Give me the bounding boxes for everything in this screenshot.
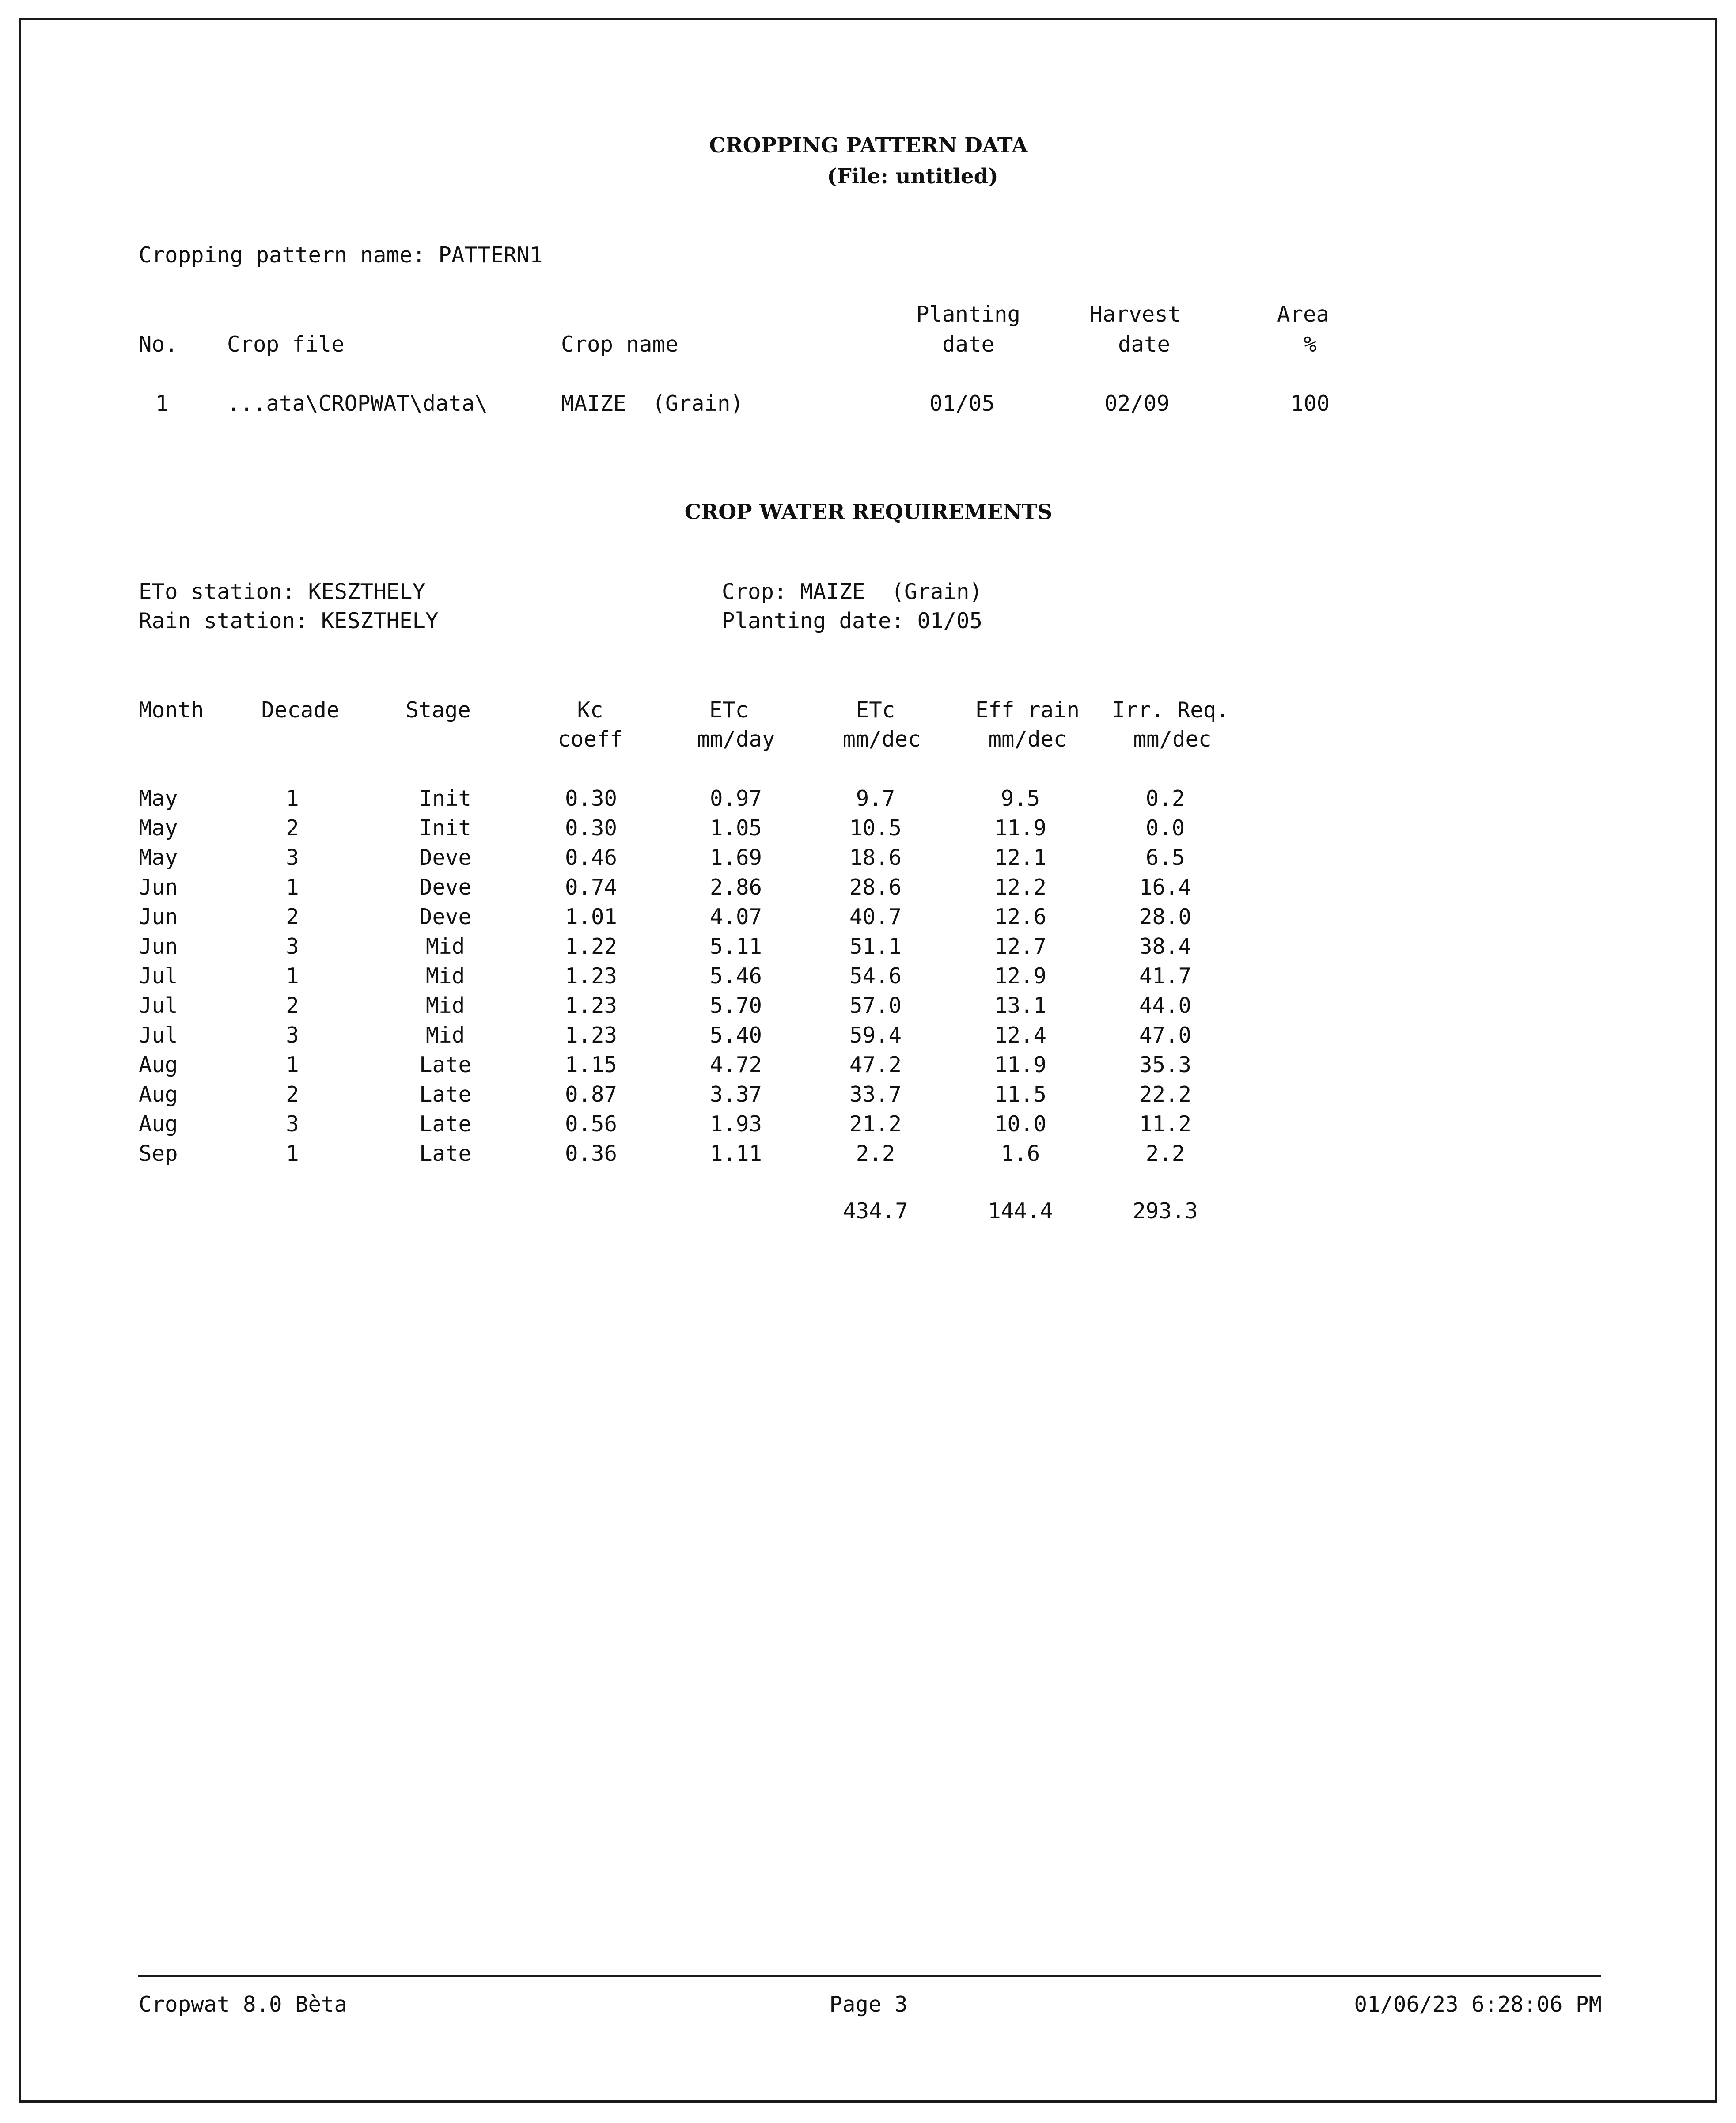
cell-etc-dec: 2.2 — [856, 1141, 895, 1166]
header-area: Area — [1277, 302, 1330, 327]
header-area-pct: % — [1304, 332, 1317, 357]
cell-eff-rain: 12.1 — [994, 845, 1047, 870]
total-eff-rain: 144.4 — [988, 1198, 1053, 1224]
cell-month: Aug — [139, 1111, 178, 1137]
cell-stage: Mid — [425, 1023, 465, 1048]
pattern-row-planting: 01/05 — [929, 391, 995, 416]
cell-eff-rain: 12.2 — [994, 875, 1047, 900]
cell-etc-day: 3.37 — [709, 1082, 762, 1107]
cell-stage: Deve — [419, 904, 472, 929]
header-no: No. — [139, 332, 178, 357]
cell-stage: Init — [419, 815, 472, 841]
cell-eff-rain: 1.6 — [1001, 1141, 1040, 1166]
cell-irr-req: 0.2 — [1145, 786, 1185, 811]
cell-month: Jul — [139, 963, 178, 989]
cell-stage: Deve — [419, 845, 472, 870]
cell-etc-day: 5.46 — [709, 963, 762, 989]
report-title: CROPPING PATTERN DATA — [709, 133, 1028, 158]
file-label: (File: untitled) — [827, 164, 998, 189]
cell-irr-req: 44.0 — [1139, 993, 1192, 1018]
cell-decade: 1 — [286, 1052, 299, 1077]
header-planting: Planting — [916, 302, 1021, 327]
header-harvest: Harvest — [1089, 302, 1181, 327]
cell-eff-rain: 11.9 — [994, 1052, 1047, 1077]
cell-eff-rain: 12.7 — [994, 934, 1047, 959]
header-kc: Kc — [577, 698, 603, 723]
header-etc-dec: ETc — [856, 698, 895, 723]
pattern-name: Cropping pattern name: PATTERN1 — [139, 243, 543, 268]
cell-month: Jun — [139, 875, 178, 900]
cell-etc-day: 1.11 — [709, 1141, 762, 1166]
total-irr-req: 293.3 — [1133, 1198, 1198, 1224]
crop-info: Crop: MAIZE (Grain) — [722, 579, 983, 604]
cell-etc-day: 1.93 — [709, 1111, 762, 1137]
cell-kc: 0.46 — [565, 845, 618, 870]
footer-app: Cropwat 8.0 Bèta — [139, 1992, 348, 2017]
cell-stage: Mid — [425, 993, 465, 1018]
cell-decade: 2 — [286, 904, 299, 929]
pattern-row-crop-name: MAIZE (Grain) — [561, 391, 744, 416]
header-etc-day-unit: mm/day — [697, 727, 775, 752]
cell-eff-rain: 13.1 — [994, 993, 1047, 1018]
cell-month: Jun — [139, 934, 178, 959]
cell-kc: 0.30 — [565, 786, 618, 811]
cell-eff-rain: 12.4 — [994, 1023, 1047, 1048]
pattern-row-harvest: 02/09 — [1104, 391, 1170, 416]
cell-irr-req: 35.3 — [1139, 1052, 1192, 1077]
header-month: Month — [139, 698, 204, 723]
cell-kc: 0.56 — [565, 1111, 618, 1137]
cell-irr-req: 16.4 — [1139, 875, 1192, 900]
footer-rule — [138, 1975, 1601, 1977]
header-planting-date: date — [942, 332, 995, 357]
header-kc-coeff: coeff — [557, 727, 623, 752]
cell-decade: 2 — [286, 993, 299, 1018]
header-eff-rain-unit: mm/dec — [988, 727, 1067, 752]
cell-kc: 1.23 — [565, 993, 618, 1018]
cell-etc-dec: 54.6 — [849, 963, 902, 989]
cell-irr-req: 41.7 — [1139, 963, 1192, 989]
header-crop-file: Crop file — [227, 332, 345, 357]
cell-etc-day: 4.07 — [709, 904, 762, 929]
header-irr-req: Irr. Req. — [1112, 698, 1229, 723]
footer-timestamp: 01/06/23 6:28:06 PM — [1354, 1992, 1602, 2017]
cell-kc: 0.74 — [565, 875, 618, 900]
cell-month: May — [139, 786, 178, 811]
cell-stage: Mid — [425, 963, 465, 989]
cell-decade: 3 — [286, 845, 299, 870]
cell-kc: 1.23 — [565, 963, 618, 989]
cell-kc: 1.22 — [565, 934, 618, 959]
cell-decade: 2 — [286, 1082, 299, 1107]
cell-month: Aug — [139, 1082, 178, 1107]
cell-kc: 1.23 — [565, 1023, 618, 1048]
cwr-title: CROP WATER REQUIREMENTS — [684, 500, 1053, 524]
header-crop-name: Crop name — [561, 332, 678, 357]
cell-kc: 0.87 — [565, 1082, 618, 1107]
cell-kc: 1.01 — [565, 904, 618, 929]
cell-etc-dec: 21.2 — [849, 1111, 902, 1137]
pattern-row-crop-file: ...ata\CROPWAT\data\ — [227, 391, 488, 416]
cell-eff-rain: 10.0 — [994, 1111, 1047, 1137]
cell-decade: 1 — [286, 1141, 299, 1166]
cell-decade: 3 — [286, 1023, 299, 1048]
header-stage: Stage — [406, 698, 471, 723]
cell-stage: Late — [419, 1141, 472, 1166]
header-irr-req-unit: mm/dec — [1133, 727, 1212, 752]
cell-month: Jul — [139, 1023, 178, 1048]
cell-stage: Init — [419, 786, 472, 811]
cell-decade: 3 — [286, 934, 299, 959]
cell-eff-rain: 11.9 — [994, 815, 1047, 841]
cell-decade: 1 — [286, 963, 299, 989]
rain-station: Rain station: KESZTHELY — [139, 608, 439, 633]
cell-etc-dec: 40.7 — [849, 904, 902, 929]
cell-decade: 1 — [286, 786, 299, 811]
header-etc-day: ETc — [709, 698, 749, 723]
cell-irr-req: 22.2 — [1139, 1082, 1192, 1107]
cell-irr-req: 2.2 — [1145, 1141, 1185, 1166]
cell-etc-day: 2.86 — [709, 875, 762, 900]
cell-month: Jul — [139, 993, 178, 1018]
cell-etc-dec: 18.6 — [849, 845, 902, 870]
header-eff-rain: Eff rain — [975, 698, 1080, 723]
cell-kc: 0.36 — [565, 1141, 618, 1166]
cell-etc-day: 1.05 — [709, 815, 762, 841]
pattern-row-no: 1 — [155, 391, 169, 416]
cell-irr-req: 38.4 — [1139, 934, 1192, 959]
cell-etc-dec: 47.2 — [849, 1052, 902, 1077]
cell-stage: Late — [419, 1082, 472, 1107]
cell-etc-dec: 33.7 — [849, 1082, 902, 1107]
cell-stage: Late — [419, 1111, 472, 1137]
footer-page: Page 3 — [829, 1992, 908, 2017]
cell-etc-day: 5.70 — [709, 993, 762, 1018]
planting-date-info: Planting date: 01/05 — [722, 608, 983, 633]
cell-etc-dec: 59.4 — [849, 1023, 902, 1048]
cell-month: Sep — [139, 1141, 178, 1166]
header-etc-dec-unit: mm/dec — [842, 727, 921, 752]
cell-eff-rain: 12.9 — [994, 963, 1047, 989]
cell-irr-req: 47.0 — [1139, 1023, 1192, 1048]
cell-decade: 2 — [286, 815, 299, 841]
cell-etc-day: 5.40 — [709, 1023, 762, 1048]
cell-irr-req: 0.0 — [1145, 815, 1185, 841]
cell-stage: Late — [419, 1052, 472, 1077]
eto-station: ETo station: KESZTHELY — [139, 579, 426, 604]
cell-etc-day: 1.69 — [709, 845, 762, 870]
cell-etc-dec: 57.0 — [849, 993, 902, 1018]
cell-eff-rain: 12.6 — [994, 904, 1047, 929]
pattern-row-area: 100 — [1290, 391, 1330, 416]
cell-etc-dec: 51.1 — [849, 934, 902, 959]
cell-kc: 1.15 — [565, 1052, 618, 1077]
cell-decade: 1 — [286, 875, 299, 900]
total-etc-dec: 434.7 — [843, 1198, 908, 1224]
cell-irr-req: 11.2 — [1139, 1111, 1192, 1137]
cell-etc-day: 0.97 — [709, 786, 762, 811]
cell-irr-req: 6.5 — [1145, 845, 1185, 870]
header-decade: Decade — [261, 698, 340, 723]
cell-etc-dec: 28.6 — [849, 875, 902, 900]
cell-etc-day: 4.72 — [709, 1052, 762, 1077]
cell-kc: 0.30 — [565, 815, 618, 841]
cell-eff-rain: 9.5 — [1001, 786, 1040, 811]
cell-month: May — [139, 845, 178, 870]
cell-eff-rain: 11.5 — [994, 1082, 1047, 1107]
cell-etc-dec: 9.7 — [856, 786, 895, 811]
header-harvest-date: date — [1118, 332, 1171, 357]
cell-month: May — [139, 815, 178, 841]
cell-etc-day: 5.11 — [709, 934, 762, 959]
cell-month: Aug — [139, 1052, 178, 1077]
cell-month: Jun — [139, 904, 178, 929]
cell-decade: 3 — [286, 1111, 299, 1137]
cell-etc-dec: 10.5 — [849, 815, 902, 841]
cell-stage: Deve — [419, 875, 472, 900]
cell-stage: Mid — [425, 934, 465, 959]
cell-irr-req: 28.0 — [1139, 904, 1192, 929]
